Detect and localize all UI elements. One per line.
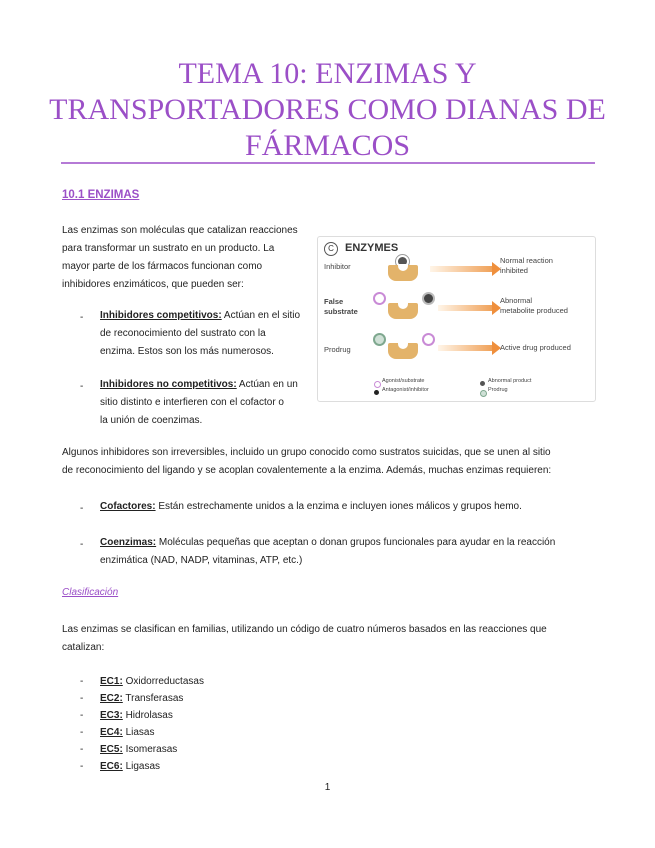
bullet-text: la unión de coenzimas. [100, 415, 203, 426]
result-line: inhibited [500, 266, 528, 275]
bullet-dash: - [80, 761, 84, 772]
arrow-icon [438, 305, 492, 311]
bullet-text: sitio distinto e interfieren con el cofactor o [100, 397, 284, 408]
row-label-inhibitor: Inhibitor [324, 262, 351, 271]
legend-antagonist-icon [374, 390, 379, 395]
row-result-2 [500, 296, 568, 316]
bullet-text: enzima. Estos son los más numerosos. [100, 346, 274, 357]
classification-intro [62, 621, 597, 657]
bullet-dash: - [80, 539, 84, 550]
bullet-dash: - [80, 312, 84, 323]
term-cofactores: Cofactores: [100, 501, 156, 512]
arrow-icon [438, 345, 492, 351]
ec-code: EC6: [100, 761, 123, 772]
bullet-text: Están estrechamente unidos a la enzima e incluyen iones málicos y grupos hemo. [155, 501, 522, 512]
bullet-competitive [100, 307, 308, 361]
title-line-1: TEMA 10: ENZIMAS Y [178, 57, 477, 90]
ec-name: Transferasas [122, 693, 184, 704]
panel-letter: C [324, 242, 338, 256]
ec-item [100, 693, 183, 704]
ec-name: Hidrolasas [122, 710, 173, 721]
document-title [40, 56, 615, 164]
ec-name: Ligasas [122, 761, 161, 772]
bullet-dash: - [80, 676, 84, 687]
title-line-2: TRANSPORTADORES COMO DIANAS DE [49, 93, 606, 126]
legend-abnormal: Abnormal product [488, 378, 532, 384]
irreversible-paragraph [62, 444, 597, 480]
prodrug-molecule-icon [373, 333, 386, 346]
bullet-text: Actúan en un [236, 379, 298, 390]
bullet-text: de reconocimiento del sustrato con la [100, 328, 266, 339]
bullet-text: Actúan en el sitio [221, 310, 301, 321]
ec-name: Liasas [122, 727, 155, 738]
bullet-text: Moléculas pequeñas que aceptan o donan grupos funcionales para ayudar en la reacción [156, 537, 556, 548]
section-heading: 10.1 ENZIMAS [62, 189, 140, 201]
classification-heading: Clasificación [62, 587, 119, 598]
bullet-cofactores [100, 498, 597, 516]
bullet-dash: - [80, 693, 84, 704]
result-line: Normal reaction [500, 256, 553, 265]
ec-name: Oxidorreductasas [122, 676, 204, 687]
term-competitive: Inhibidores competitivos: [100, 310, 222, 321]
ec-item [100, 744, 177, 755]
bullet-dash: - [80, 381, 84, 392]
ec-code: EC3: [100, 710, 123, 721]
row-label-prodrug: Prodrug [324, 345, 351, 354]
legend-prodrug-icon [480, 390, 487, 397]
intro-line: Las enzimas son moléculas que catalizan reacciones [62, 225, 298, 236]
paragraph-line: Algunos inhibidores son irreversibles, incluido un grupo conocido como sustratos suicidas, que se unen al sitio [62, 447, 551, 458]
intro-paragraph [62, 222, 306, 294]
arrow-icon [430, 266, 492, 272]
ec-item [100, 727, 154, 738]
page-number: 1 [324, 782, 331, 793]
bullet-coenzimas [100, 534, 597, 570]
enzymes-figure [317, 236, 596, 402]
result-line: metabolite produced [500, 306, 568, 315]
ec-item [100, 761, 160, 772]
ec-code: EC2: [100, 693, 123, 704]
paragraph-line: Las enzimas se clasifican en familias, utilizando un código de cuatro números basados en las reacciones que [62, 624, 547, 635]
figure-heading: ENZYMES [345, 242, 399, 254]
intro-line: para transformar un sustrato en un producto. La [62, 243, 275, 254]
term-noncompetitive: Inhibidores no competitivos: [100, 379, 237, 390]
bullet-noncompetitive [100, 376, 308, 430]
enzyme-icon [388, 343, 418, 359]
ec-code: EC1: [100, 676, 123, 687]
legend-abnormal-icon [480, 381, 485, 386]
intro-line: mayor parte de los fármacos funcionan como [62, 261, 263, 272]
title-divider [61, 162, 595, 164]
substrate-molecule-icon [373, 292, 386, 305]
bullet-dash: - [80, 710, 84, 721]
intro-line: inhibidores enzimáticos, que pueden ser: [62, 279, 244, 290]
paragraph-line: catalizan: [62, 642, 105, 653]
legend-agonist: Agonist/substrate [382, 378, 425, 384]
title-line-3: FÁRMACOS [244, 129, 411, 162]
ec-code: EC5: [100, 744, 123, 755]
row-result-3: Active drug produced [500, 343, 571, 352]
ec-name: Isomerasas [122, 744, 178, 755]
result-line: Abnormal [500, 296, 533, 305]
abnormal-product-icon [422, 292, 435, 305]
ec-item [100, 676, 204, 687]
bullet-text: enzimática (NAD, NADP, vitaminas, ATP, etc.) [100, 555, 303, 566]
paragraph-line: de reconocimiento del ligando y se acoplan covalentemente a la enzima. Además, muchas enzimas requieren: [62, 465, 552, 476]
bullet-dash: - [80, 727, 84, 738]
row-result-1 [500, 256, 553, 276]
enzyme-icon [388, 265, 418, 281]
active-drug-icon [422, 333, 435, 346]
ec-item [100, 710, 173, 721]
legend-agonist-icon [374, 381, 381, 388]
legend-antagonist: Antagonist/inhibitor [382, 387, 429, 393]
term-coenzimas: Coenzimas: [100, 537, 157, 548]
row-label-false-substrate: False substrate [324, 297, 358, 316]
bullet-dash: - [80, 744, 84, 755]
enzyme-icon [388, 303, 418, 319]
ec-code: EC4: [100, 727, 123, 738]
bullet-dash: - [80, 503, 84, 514]
legend-prodrug: Prodrug [488, 387, 508, 393]
